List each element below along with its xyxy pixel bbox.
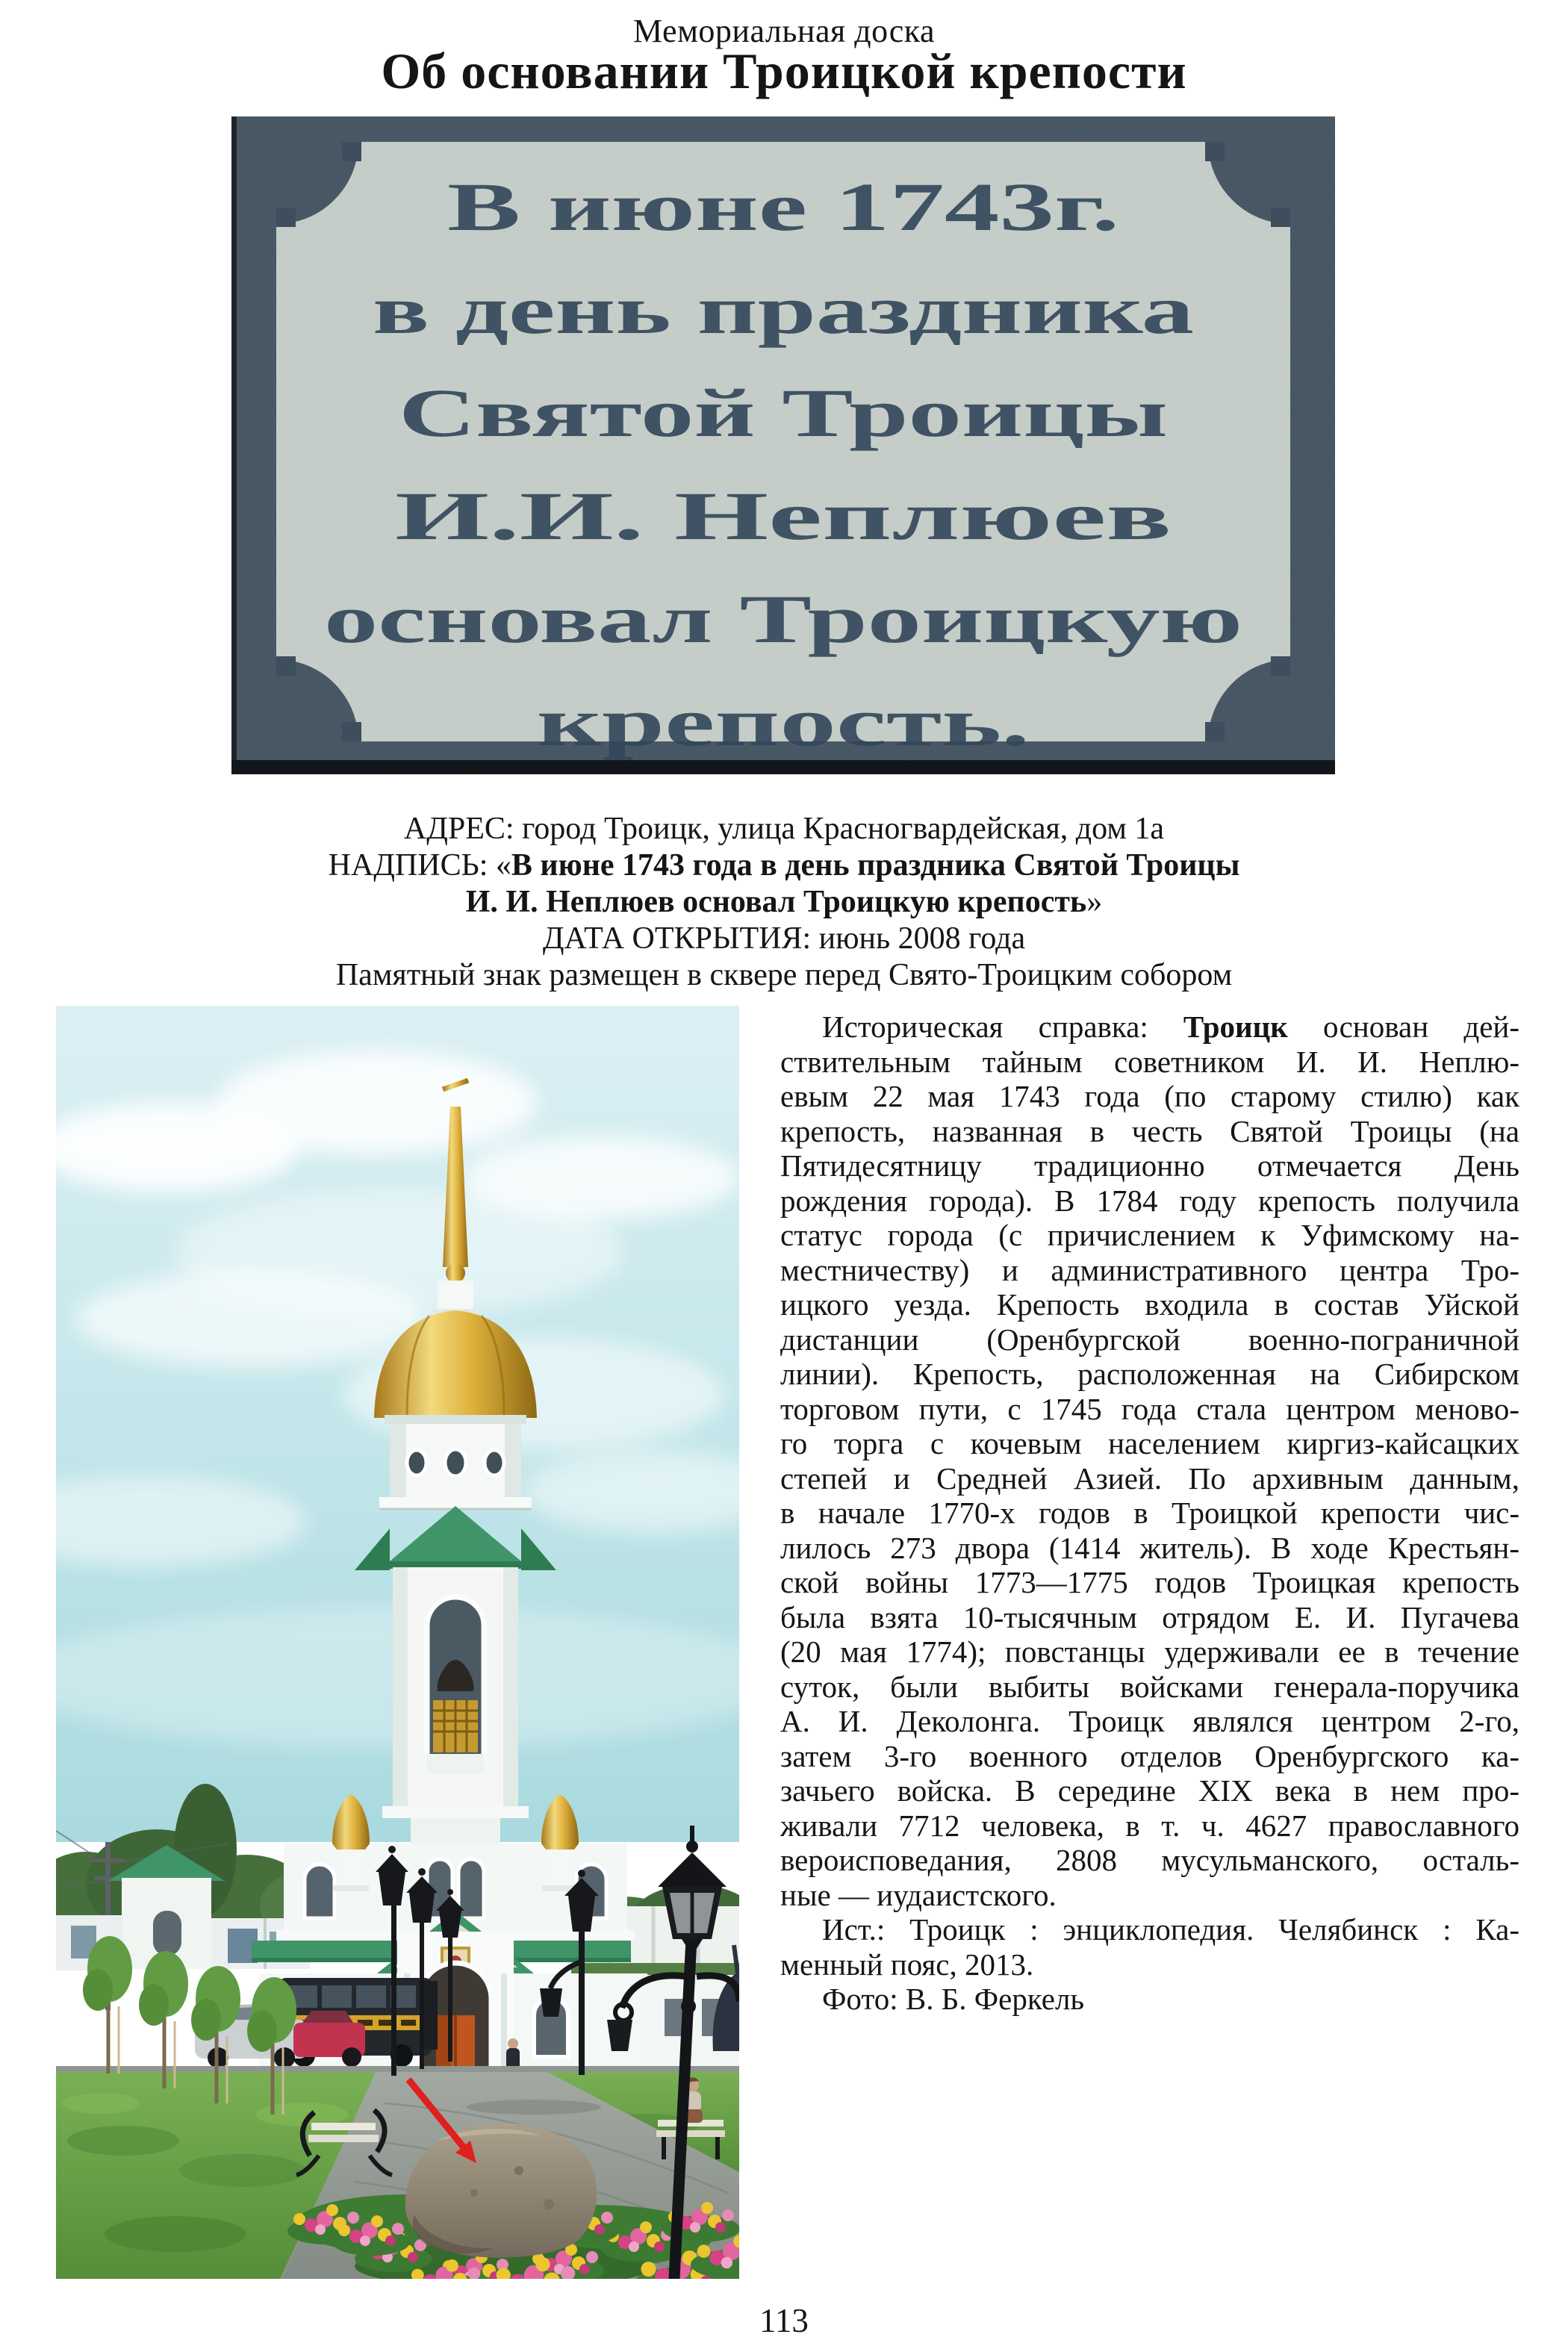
porthole-windows — [407, 1449, 504, 1476]
page-number: 113 — [759, 2302, 809, 2339]
article-line: рождения города). В 1784 году крепость получила — [780, 1183, 1519, 1218]
article-line: в начале 1770-х годов в Троицкой крепости чис- — [780, 1496, 1519, 1530]
section-kicker: Мемориальная доска — [633, 13, 935, 49]
plaque-line: Святой Троицы — [399, 375, 1168, 451]
photo-credit-line: Фото: В. Б. Феркель — [822, 1982, 1085, 2016]
article-column — [780, 1009, 1519, 2017]
church-illustration — [56, 1006, 739, 2279]
spire-ball — [446, 1263, 465, 1283]
article-line: торговом пути, с 1745 года стала центром меново- — [780, 1391, 1519, 1426]
article-line: зачьего войска. В середине XIX века в нем про- — [780, 1773, 1519, 1808]
address-line: АДРЕС: город Троицк, улица Красногвардейская, дом 1а — [403, 812, 1165, 846]
plaque-line: В июне 1743г. — [447, 169, 1119, 245]
article-line: ные — иудаистского. — [780, 1877, 1057, 1912]
plaque-illustration — [231, 116, 1335, 774]
article-line: Пятидесятницу традиционно отмечается День — [780, 1148, 1519, 1183]
page-title: Об основании Троицкой крепости — [381, 43, 1187, 99]
article-line: крепость, названная в честь Святой Троицы (на — [780, 1113, 1519, 1148]
location-note-line: Памятный знак размещен в сквере перед Свято-Троицким собором — [335, 958, 1233, 992]
article-line: лилось 273 двора (1414 житель). В ходе Крестьян- — [780, 1530, 1519, 1565]
article-line: живали 7712 человека, в т. ч. 4627 православного — [780, 1808, 1519, 1843]
article-line: вероисповедания, 2808 мусульманского, осталь- — [780, 1843, 1519, 1877]
plaque-line: крепость. — [537, 684, 1030, 760]
article-line: суток, были выбиты войсками генерала-поручика — [780, 1669, 1519, 1704]
article-line: евым 22 мая 1743 года (по старому стилю) как — [780, 1079, 1519, 1113]
bold-keyword: Троицк — [1183, 1009, 1288, 1044]
plaque-photo — [231, 116, 1335, 774]
article-line: статус города (с причислением к Уфимскому на- — [780, 1218, 1519, 1252]
article-line: Историческая справка: Троицк основан дей- — [822, 1009, 1519, 1044]
opening-date-line: ДАТА ОТКРЫТИЯ: июнь 2008 года — [542, 921, 1026, 956]
plaque-line: основал Троицкую — [324, 581, 1242, 657]
article-line: степей и Средней Азией. По архивным данным, — [780, 1460, 1519, 1496]
article-line: была взята 10-тысячным отрядом Е. И. Пугачева — [780, 1599, 1519, 1634]
article-lines — [780, 1045, 1519, 1878]
article-line: А. И. Деколонга. Троицк являлся центром 2-го, — [780, 1704, 1519, 1738]
article-line: ицкого уезда. Крепость входила в состав Уйской — [780, 1287, 1519, 1322]
inscription-line-2: И. И. Неплюев основал Троицкую крепость» — [465, 885, 1103, 919]
source-line: менный пояс, 2013. — [780, 1947, 1034, 1982]
church-photo — [56, 1006, 739, 2279]
article-line: линии). Крепость, расположенная на Сибирском — [780, 1357, 1519, 1391]
article-line: ствительным тайным советником И. И. Неплю- — [780, 1044, 1519, 1079]
caption-block — [67, 811, 1501, 994]
source-line: Ист.: Троицк : энциклопедия. Челябинск : Ка- — [822, 1912, 1519, 1947]
plaque-line: в день праздника — [373, 272, 1194, 348]
article-line: ской войны 1773—1775 годов Троицкая крепость — [780, 1565, 1519, 1599]
article-line: (20 мая 1774); повстанцы удерживали ее в течение — [780, 1634, 1519, 1669]
article-line: дистанции (Оренбургской военно-пограничной — [780, 1322, 1519, 1357]
inscription-line-1: НАДПИСЬ: «В июне 1743 года в день праздника Святой Троицы — [328, 848, 1240, 883]
article-line: го торга с кочевым населением киргиз-кайсацких — [780, 1426, 1519, 1460]
article-line: затем 3-го военного отделов Оренбургского ка- — [780, 1738, 1519, 1773]
article-line: местничеству) и административного центра Тро- — [780, 1252, 1519, 1287]
plaque-line: И.И. Неплюев — [395, 478, 1172, 554]
